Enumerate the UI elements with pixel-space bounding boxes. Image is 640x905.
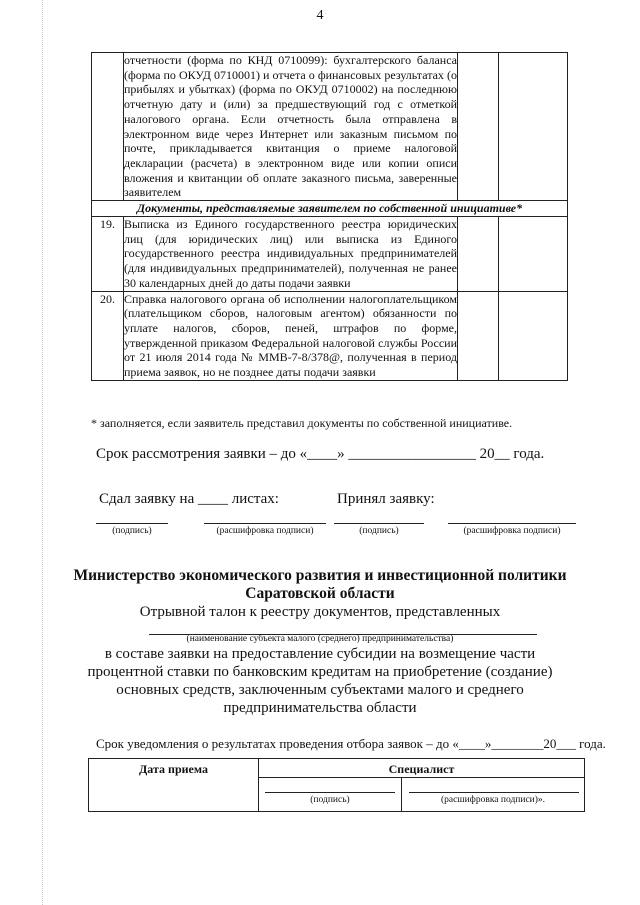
receipt-specialist-cell — [259, 759, 585, 812]
receipt-specialist-header: Специалист — [259, 759, 584, 778]
row-number: 20. — [92, 291, 124, 380]
submitted-label: Сдал заявку на ____ листах: — [99, 491, 279, 507]
submitter-signature-caption: (подпись) — [112, 526, 152, 536]
ministry-title-line-2: Саратовской области — [245, 585, 395, 602]
application-line-2: процентной ставки по банковским кредитам на приобретение (создание) — [87, 664, 553, 680]
notification-deadline: Срок уведомления о результатах проведения отбора заявок – до «____»________20___ года. — [96, 736, 606, 751]
table-row-text: отчетности (форма по КНД 0710099): бухгалтерского баланса (форма по ОКУД 0710001) и отчета о финансовых результатах (о прибылях и убытках) (форма по ОКУД 0710002) на последнюю отчетную дату и (или) за предшествующий год с отметкой налогового органа. Если отчетность была отправлена в электронном виде через Интернет или заказным письмом по почте, прикладывается квитанция о приеме налоговой декларации (расчета) в электронном виде или копии описи вложения и квитанции об оплате заказного письма, заверенные заявителем — [124, 53, 457, 200]
page-number: 4 — [316, 8, 324, 23]
table-row — [92, 291, 568, 380]
receipt-decoding-caption: (расшифровка подписи)». — [440, 795, 546, 805]
review-deadline: Срок рассмотрения заявки – до «____» _________________ 20__ года. — [96, 446, 545, 462]
receipt-signature-caption: (подпись) — [310, 795, 350, 805]
table-subheader-row — [92, 201, 568, 217]
table-row-text: Справка налогового органа об исполнении налогоплательщиком (плательщиком сборов, налоговым агентом) обязанности по уплате налогов, сборов, пеней, штрафов по форме, утвержденной приказом Федеральной налоговой службы России от 21 июля 2014 года № ММВ-7-8/378@, полученная в период приема заявок, но не позднее даты подачи заявки — [124, 291, 457, 380]
receipt-table — [88, 758, 585, 812]
scan-margin-line — [42, 0, 43, 905]
acceptor-decoding-caption: (расшифровка подписи) — [463, 526, 561, 536]
application-line-4: предпринимательства области — [223, 700, 417, 716]
row-number: 19. — [92, 217, 124, 292]
receipt-row — [89, 759, 585, 812]
receipt-signature-line — [265, 792, 395, 793]
submitter-decoding-caption: (расшифровка подписи) — [216, 526, 314, 536]
submitter-signature-line — [96, 523, 168, 524]
table-row — [92, 53, 568, 201]
acceptor-signature-line — [334, 523, 424, 524]
ministry-title-line-1: Министерство экономического развития и инвестиционной политики — [73, 567, 567, 584]
application-line-3: основных средств, заключенным субъектами малого и среднего — [116, 682, 524, 698]
receipt-decoding-line — [409, 792, 579, 793]
table-row — [92, 217, 568, 292]
documents-table — [91, 52, 568, 381]
receipt-date-header: Дата приема — [89, 759, 259, 812]
acceptor-decoding-line — [448, 523, 576, 524]
application-line-1: в составе заявки на предоставление субсидии на возмещение части — [104, 646, 536, 662]
footnote: * заполняется, если заявитель представил документы по собственной инициативе. — [91, 416, 513, 430]
accepted-label: Принял заявку: — [337, 491, 435, 507]
coupon-title: Отрывной талон к реестру документов, представленных — [139, 604, 501, 620]
acceptor-signature-caption: (подпись) — [359, 526, 399, 536]
table-row-text: Выписка из Единого государственного реестра юридических лиц (для юридических лиц) или выписка из Единого государственного реестра индивидуальных предпринимателей (для индивидуальных предпринимателей), полученная не ранее 30 календарных дней до даты подачи заявки — [124, 217, 457, 290]
entity-name-caption: (наименование субъекта малого (среднего) предпринимательства) — [186, 634, 454, 644]
table-subheader: Документы, представляемые заявителем по собственной инициативе* — [92, 201, 568, 217]
submitter-decoding-line — [204, 523, 326, 524]
